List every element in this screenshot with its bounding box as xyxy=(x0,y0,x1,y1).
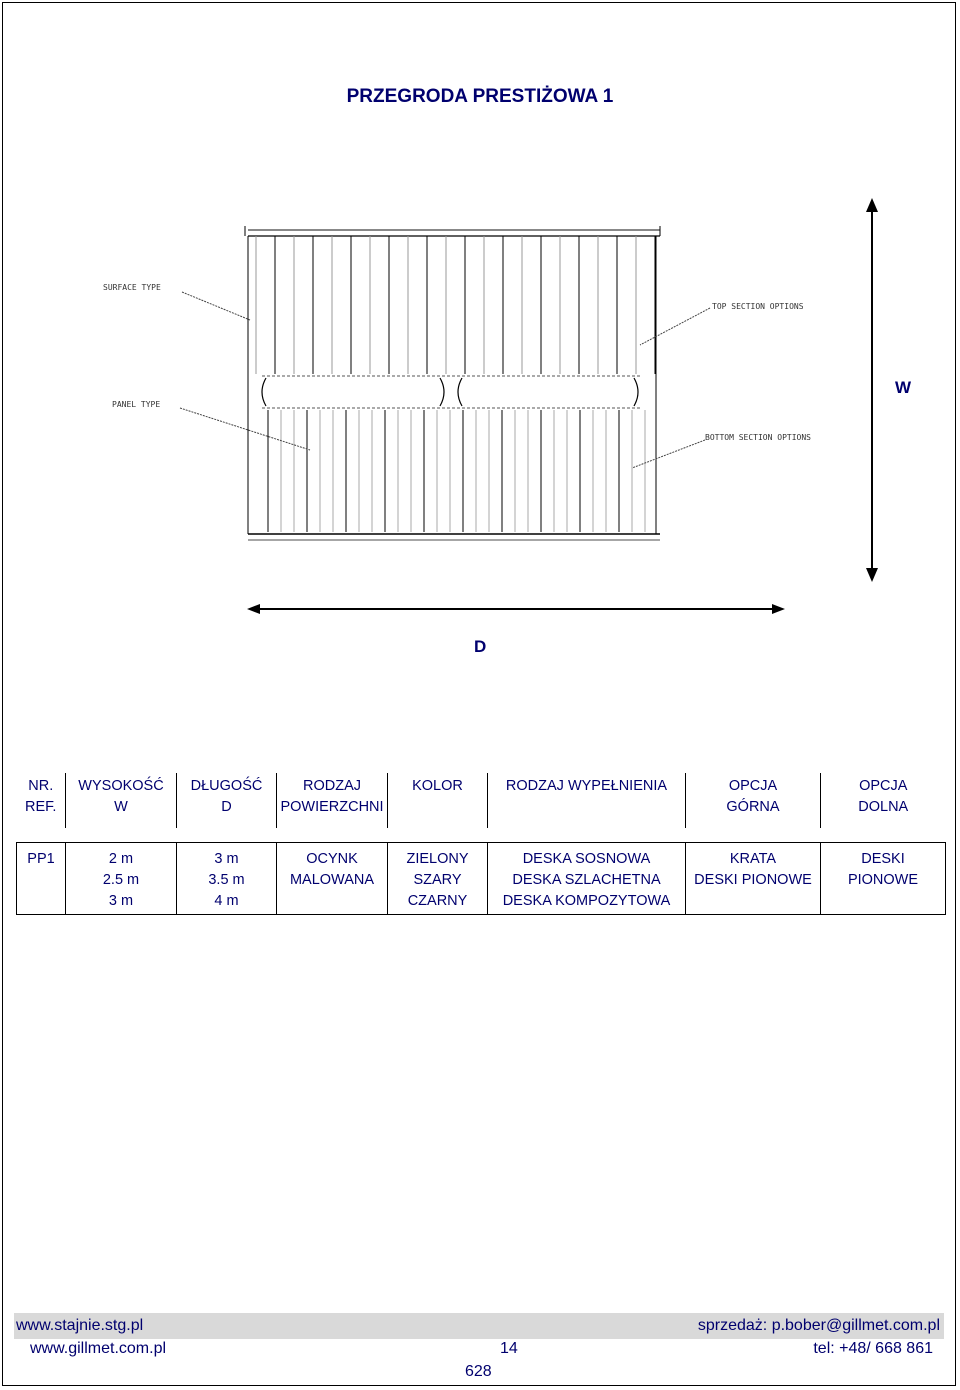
footer-phone: tel: +48/ 668 861 xyxy=(813,1340,933,1357)
cell-color: ZIELONY SZARY CZARNY xyxy=(388,843,488,915)
bottom-section-bars xyxy=(268,410,645,532)
cell-length: 3 m 3.5 m 4 m xyxy=(177,843,277,915)
panel-bracket-mid xyxy=(440,378,462,406)
page-number: 14 xyxy=(500,1340,518,1357)
length-dimension-label: D xyxy=(474,637,487,656)
footer-phone-continued: 628 xyxy=(465,1363,492,1380)
header-top-option: OPCJA GÓRNA xyxy=(686,773,821,828)
bottom-section-options-label: BOTTOM SECTION OPTIONS xyxy=(705,433,811,442)
cell-height: 2 m 2.5 m 3 m xyxy=(66,843,177,915)
height-dimension-label: W xyxy=(895,378,912,397)
panel-bracket-right xyxy=(634,378,638,406)
header-length: DŁUGOŚĆ D xyxy=(177,773,277,828)
table-header-row xyxy=(17,773,946,828)
panel-type-label: PANEL TYPE xyxy=(112,400,161,409)
header-color: KOLOR xyxy=(388,773,488,828)
cell-nr-ref: PP1 xyxy=(17,843,66,915)
arrow-right-icon xyxy=(772,604,785,614)
page-title: PRZEGRODA PRESTIŻOWA 1 xyxy=(346,86,614,107)
footer-website-gillmet[interactable]: www.gillmet.com.pl xyxy=(30,1340,167,1357)
surface-type-label: SURFACE TYPE xyxy=(103,283,161,292)
top-section-options-label: TOP SECTION OPTIONS xyxy=(712,302,804,311)
cell-surface-type: OCYNK MALOWANA xyxy=(277,843,388,915)
header-nr-ref: NR. REF. xyxy=(17,773,66,828)
arrow-up-icon xyxy=(866,198,878,212)
header-infill-type: RODZAJ WYPEŁNIENIA xyxy=(488,773,686,828)
cell-bottom-option: DESKI PIONOWE xyxy=(821,843,946,915)
partition-drawing xyxy=(0,190,960,630)
footer-email[interactable]: sprzedaż: p.bober@gillmet.com.pl xyxy=(697,1317,940,1334)
footer-website-stajnie[interactable]: www.stajnie.stg.pl xyxy=(16,1317,144,1334)
table-row xyxy=(17,843,946,915)
arrow-left-icon xyxy=(247,604,260,614)
specification-table xyxy=(16,773,946,915)
cell-infill-type: DESKA SOSNOWA DESKA SZLACHETNA DESKA KOMPOZYTOWA xyxy=(488,843,686,915)
header-height: WYSOKOŚĆ W xyxy=(66,773,177,828)
top-section-bars xyxy=(256,236,655,374)
panel-bracket-left xyxy=(262,378,266,406)
header-surface-type: RODZAJ POWIERZCHNI xyxy=(277,773,388,828)
cell-top-option: KRATA DESKI PIONOWE xyxy=(686,843,821,915)
arrow-down-icon xyxy=(866,568,878,582)
header-bottom-option: OPCJA DOLNA xyxy=(821,773,946,828)
